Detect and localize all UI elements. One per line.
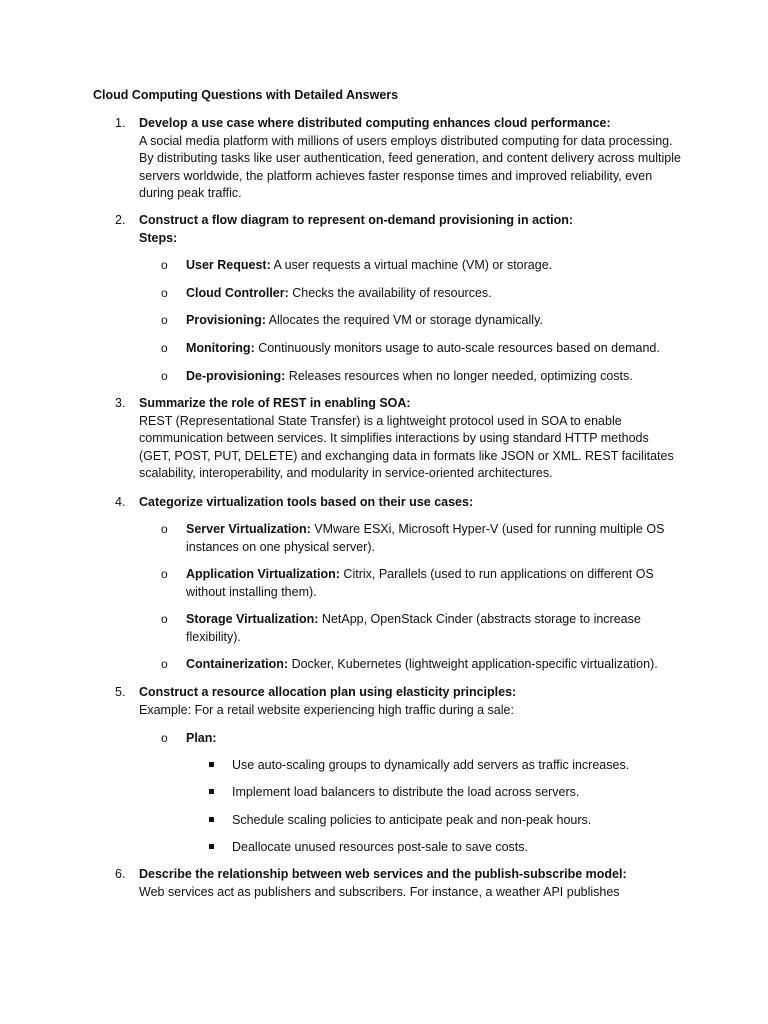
bullet-icon: o [161,286,168,300]
item-label: Application Virtualization: [186,567,340,581]
item-text: Docker, Kubernetes (lightweight application-specific virtualization). [288,657,658,671]
plan-step-text: Use auto-scaling groups to dynamically add servers as traffic increases. [232,758,630,772]
bullet-icon: o [161,341,168,355]
bullet-icon: o [161,731,168,745]
question-text: Describe the relationship between web services and the publish-subscribe model: [139,867,627,881]
bullet-icon: o [161,313,168,327]
item-label: Monitoring: [186,341,255,355]
item-text: A user requests a virtual machine (VM) or storage. [270,258,553,272]
square-bullet-icon [209,817,214,822]
item-text: Releases resources when no longer needed, optimizing costs. [285,369,633,383]
question-number: 4. [115,495,126,509]
question-number: 1. [115,116,126,130]
item-label: Containerization: [186,657,289,671]
answer-text: A social media platform with millions of users employs distributed computing for data processing. By distributing tasks like user authentication, feed generation, and content delivery across multiple servers worldwide, the platform achieves faster response times and improved reliability, even during peak traffic. [139,133,681,200]
item-text: Checks the availability of resources. [288,286,492,300]
square-bullet-icon [209,762,214,767]
plan-label: Plan: [186,731,217,745]
answer-text: Web services act as publishers and subscribers. For instance, a weather API publishes [139,884,620,899]
square-bullet-icon [209,844,214,849]
item-label: De-provisioning: [186,369,286,383]
question-text: Summarize the role of REST in enabling SOA: [139,396,411,410]
answer-text: REST (Representational State Transfer) is a lightweight protocol used in SOA to enable communication between services. It simplifies interactions by using standard HTTP methods (GET, POST, PUT, DELETE) and exchanging data in formats like JSON or XML. REST facilitates scalability, interoperability, and modularity in service-oriented architectures. [139,413,674,480]
plan-step-text: Schedule scaling policies to anticipate peak and non-peak hours. [232,813,592,827]
question-number: 6. [115,867,126,881]
item-text: Allocates the required VM or storage dynamically. [265,313,543,327]
steps-label: Steps: [139,230,178,245]
document-title: Cloud Computing Questions with Detailed Answers [93,88,399,102]
question-text: Develop a use case where distributed computing enhances cloud performance: [139,116,611,130]
bullet-icon: o [161,567,168,581]
bullet-icon: o [161,612,168,626]
question-text: Construct a flow diagram to represent on-demand provisioning in action: [139,213,574,227]
question-number: 2. [115,213,126,227]
item-text: Citrix, Parallels (used to run applications on different OS without installing them). [186,567,654,599]
question-number: 5. [115,685,126,699]
item-label: Provisioning: [186,313,266,327]
question-text: Categorize virtualization tools based on their use cases: [139,495,474,509]
item-label: Cloud Controller: [186,286,289,300]
bullet-icon: o [161,657,168,671]
question-text: Construct a resource allocation plan using elasticity principles: [139,685,517,699]
plan-step-text: Deallocate unused resources post-sale to save costs. [232,840,528,854]
item-label: Server Virtualization: [186,522,311,536]
item-text: Continuously monitors usage to auto-scale resources based on demand. [254,341,660,355]
example-text: Example: For a retail website experiencing high traffic during a sale: [139,702,514,717]
item-label: Storage Virtualization: [186,612,319,626]
bullet-icon: o [161,258,168,272]
square-bullet-icon [209,789,214,794]
item-label: User Request: [186,258,271,272]
plan-step-text: Implement load balancers to distribute the load across servers. [232,785,580,799]
question-number: 3. [115,396,126,410]
bullet-icon: o [161,369,168,383]
item-text: NetApp, OpenStack Cinder (abstracts storage to increase flexibility). [186,612,641,644]
bullet-icon: o [161,522,168,536]
item-text: VMware ESXi, Microsoft Hyper-V (used for running multiple OS instances on one physical server). [186,522,665,554]
